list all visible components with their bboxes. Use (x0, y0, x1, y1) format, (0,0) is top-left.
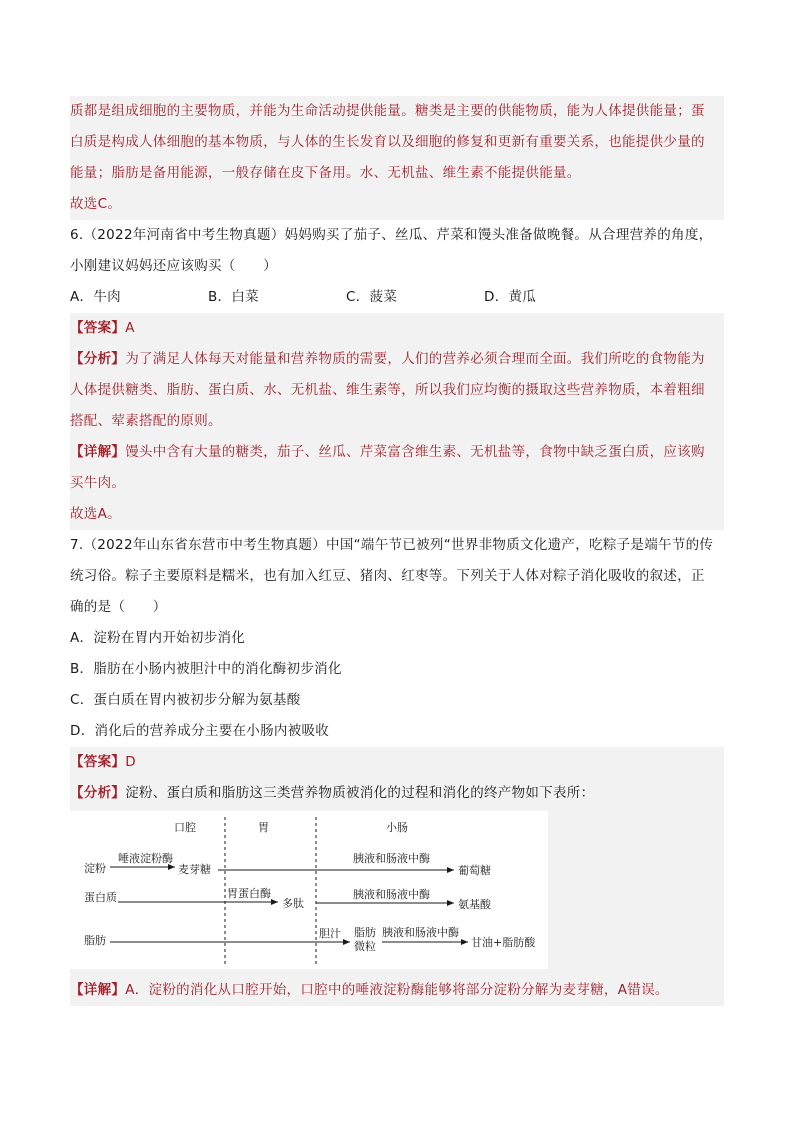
label-glycerol-fatty-acid: 甘油+脂肪酸 (471, 936, 536, 949)
label-pepsin: 胃蛋白酶 (227, 887, 271, 900)
option-c: C．菠菜 (346, 289, 398, 305)
analysis-text: 人体提供糖类、脂肪、蛋白质、水、无机盐、维生素等，所以我们应均衡的摄取这些营养物质，本着粗细 (70, 382, 705, 398)
row-fat: 脂肪 (84, 934, 106, 947)
option-c: C．蛋白质在胃内被初步分解为氨基酸 (70, 692, 301, 708)
detail-text: A．淀粉的消化从口腔开始，口腔中的唾液淀粉酶能够将部分淀粉分解为麦芽糖，A错误。 (125, 982, 669, 998)
detail-tag: 【详解】 (70, 982, 126, 998)
label-maltose: 麦芽糖 (178, 863, 211, 876)
conclusion-text: 故选C。 (70, 196, 122, 212)
previous-analysis (70, 96, 724, 189)
option-a: A．牛肉 (70, 289, 121, 305)
label-saliva-amylase: 唾液淀粉酶 (118, 852, 173, 865)
label-polypeptide: 多肽 (282, 897, 304, 910)
option-a: A．淀粉在胃内开始初步消化 (70, 630, 246, 646)
q6-detail (70, 437, 724, 499)
question-stem-line: 小刚建议妈妈还应该购买（ ） (70, 258, 277, 274)
digestion-diagram-container (70, 809, 724, 975)
q7-detail (70, 975, 724, 1006)
text-line: 质都是组成细胞的主要物质，并能为生命活动提供能量。糖类是主要的供能物质，能为人体提供能量；蛋 (70, 103, 705, 119)
question-7 (70, 530, 724, 747)
detail-text: 买牛肉。 (70, 475, 126, 491)
question-6 (70, 220, 724, 313)
q6-answer (70, 313, 724, 344)
detail-tag: 【详解】 (70, 444, 126, 460)
detail-text: 馒头中含有大量的糖类，茄子、丝瓜、芹菜富含维生素、无机盐等，食物中缺乏蛋白质，应该购 (125, 444, 705, 460)
analysis-tag: 【分析】 (70, 785, 126, 801)
answer-value: A (125, 320, 135, 336)
q6-analysis (70, 344, 724, 437)
answer-tag: 【答案】 (70, 754, 126, 770)
analysis-text: 为了满足人体每天对能量和营养物质的需要，人们的营养必须合理而全面。我们所吃的食物能为 (125, 351, 705, 367)
option-d: D．黄瓜 (484, 289, 537, 305)
label-pancreatic-2: 胰液和肠液中酶 (353, 888, 430, 901)
option-d: D．消化后的营养成分主要在小肠内被吸收 (70, 723, 330, 739)
previous-conclusion (70, 189, 724, 220)
analysis-text: 淀粉、蛋白质和脂肪这三类营养物质被消化的过程和消化的终产物如下表所： (125, 785, 595, 801)
label-fat-particle-2: 微粒 (354, 940, 376, 953)
text-line: 能量；脂肪是备用能源，一般存储在皮下备用。水、无机盐、维生素不能提供能量。 (70, 165, 581, 181)
question-stem-line: 统习俗。粽子主要原料是糯米，也有加入红豆、猪肉、红枣等。下列关于人体对粽子消化吸收的叙述，正 (70, 568, 705, 584)
header-small-intestine: 小肠 (386, 821, 408, 834)
question-stem-line: 6.（2022年河南省中考生物真题）妈妈购买了茄子、丝瓜、芹菜和馒头准备做晚餐。从合理营养的角度， (70, 227, 713, 243)
label-fat-particle: 脂肪 (354, 926, 376, 939)
header-stomach: 胃 (258, 821, 269, 834)
row-protein: 蛋白质 (84, 891, 117, 904)
analysis-text: 搭配、荤素搭配的原则。 (70, 413, 222, 429)
question-stem-line: 7.（2022年山东省东营市中考生物真题）中国“端午节已被列“世界非物质文化遗产，吃粽子是端午节的传 (70, 537, 714, 553)
label-pancreatic-3: 胰液和肠液中酶 (382, 926, 459, 939)
question-stem-line: 确的是（ ） (70, 599, 167, 615)
document-page (70, 96, 724, 1006)
label-pancreatic-1: 胰液和肠液中酶 (353, 852, 430, 865)
header-mouth: 口腔 (174, 821, 196, 834)
answer-tag: 【答案】 (70, 320, 126, 336)
conclusion-text: 故选A。 (70, 506, 121, 522)
digestion-diagram (70, 811, 548, 969)
label-bile: 胆汁 (319, 927, 341, 940)
q7-answer (70, 747, 724, 778)
text-line: 白质是构成人体细胞的基本物质，与人体的生长发育以及细胞的修复和更新有重要关系，也能提供少量的 (70, 134, 705, 150)
option-b: B．脂肪在小肠内被胆汁中的消化酶初步消化 (70, 661, 342, 677)
options-row (70, 282, 724, 313)
option-b: B．白菜 (208, 289, 259, 305)
label-glucose: 葡萄糖 (458, 864, 491, 877)
q7-analysis (70, 778, 724, 809)
answer-value: D (125, 754, 136, 770)
row-starch: 淀粉 (84, 862, 106, 875)
q6-conclusion (70, 499, 724, 530)
label-amino-acid: 氨基酸 (458, 898, 491, 911)
analysis-tag: 【分析】 (70, 351, 126, 367)
